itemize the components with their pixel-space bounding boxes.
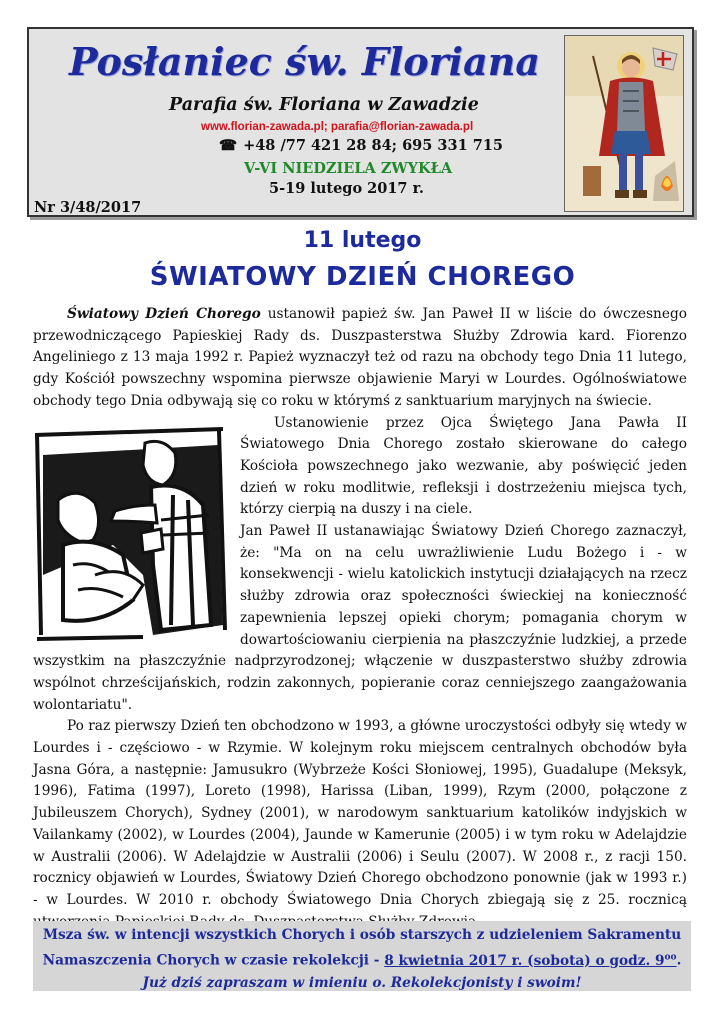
priest-anointing-sick-illustration xyxy=(33,425,228,647)
contact-links[interactable]: www.florian-zawada.pl; parafia@florian-zawada.pl xyxy=(201,121,474,133)
liturgical-period: V-VI NIEDZIELA ZWYKŁA xyxy=(244,160,453,177)
parish-name: Parafia św. Floriana w Zawadzie xyxy=(169,95,479,115)
masthead xyxy=(27,27,694,217)
paragraph-4: Po raz pierwszy Dzień ten obchodzono w 1993, a główne uroczystości odbyły się wtedy w Lourdes i - częściowo - w Rzymie. W kolejnym roku miejscem centralnych obchodów była Jasna Góra, a następnie: Jamusukro (Wybrzeże Kości Słoniowej, 1995), Guadalupe (Meksyk, 1996), Fatima (1997), Loreto (1998), Harissa (Liban, 1999), Rzym (2000, połączone z Jubileuszem Chorych), Sydney (2001), w narodowym sanktuarium katolików indyjskich w Vailankamy (2002), w Lourdes (2004), Jaunde w Kamerunie (2005) i w tym roku w Adelajdzie w Australii (2006). W Adelajdzie w Australii (2006) i Seulu (2007). W 2008 r., z racji 150. rocznicy objawień w Lourdes, Światowy Dzień Chorego obchodzono ponownie (jak w 1993 r.) - w Lourdes. W 2010 r. obchody Światowego Dnia Chorych zbiegają się z 25. rocznicą xyxy=(33,718,687,908)
announcement-line-2: Namaszczenia Chorych w czasie rekolekcji - 8 kwietnia 2017 r. (sobota) o godz. $9^{oo}$. xyxy=(42,952,682,969)
article-body xyxy=(33,304,687,933)
paragraph-2: Ustanowienie przez Ojca Świętego Jana Pawła II Światowego Dnia Chorego zostało skierowane do całego Kościoła powszechnego jako wezwanie, aby poświęcić jeden dzień w roku modlitwie, refleksji i dostrzeżeniu miejsca tych, którzy cierpią na duszy i na ciele. xyxy=(240,414,687,518)
article-date-heading: 11 lutego xyxy=(303,228,422,253)
paragraph-1: Światowy Dzień Chorego ustanowił papież św. Jan Paweł II w liście do ówczesnego przewodniczącego Papieskiej Rady ds. Duszpasterstwa Służby Zdrowia kard. Fiorenzo Angeliniego z 13 maja 1992 r. Papież wyznaczył też od razu na obchody tego Dnia 11 lutego, gdy Kościół powszechny wspomina pierwsze objawienie Maryi w Lourdes. Ogólnoświatowe obchody tego Dnia odbywają się co roku w którymś z sanktuarium maryjnych na świecie. xyxy=(33,306,687,409)
announcement-date: 8 kwietnia 2017 r. (sobota) o godz. $9^{oo}$ xyxy=(384,952,677,969)
article-title: ŚWIATOWY DZIEŃ CHOREGO xyxy=(149,262,576,292)
phone-numbers: +48 /77 421 28 84; 695 331 715 xyxy=(243,137,503,154)
announcement-invitation: Już dziś zapraszam w imieniu o. Rekolekcjonisty i swoim! xyxy=(142,974,582,991)
telephone-icon: ☎ xyxy=(219,137,238,154)
paragraph-3: Jan Paweł II ustanawiając Światowy Dzień Chorego zaznaczył, że: "Ma on na celu uwrażliwienie Ludu Bożego i - w konsekwencji - wielu katolickich instytucji działających na rzecz służby zdrowia oraz społeczności świeckiej na konieczność zapewnienia lepszej opieki chorym; pomagania chorym w dowartościowaniu cierpienia na płaszczyźnie ludzkiej, a przede wszystkim na płaszczyźnie nadprzyrodzonej; włączenie w duszpasterstwo służby zdrowia wspólnot chrześcijańskich, rodzin zakonnych, popieranie coraz cenniejszego zaangażowania wolontariatu". xyxy=(33,523,687,713)
issue-dates: 5-19 lutego 2017 r. xyxy=(269,180,424,197)
mass-announcement xyxy=(33,921,691,991)
saint-florian-image xyxy=(564,35,684,212)
newsletter-title: Posłaniec św. Floriana xyxy=(69,39,540,84)
issue-number: Nr 3/48/2017 xyxy=(34,199,142,216)
lead-term: Światowy Dzień Chorego xyxy=(67,306,261,322)
phone-line xyxy=(219,137,503,154)
announcement-line-1: Msza św. w intencji wszystkich Chorych i osób starszych z udzieleniem Sakramentu xyxy=(42,927,682,943)
